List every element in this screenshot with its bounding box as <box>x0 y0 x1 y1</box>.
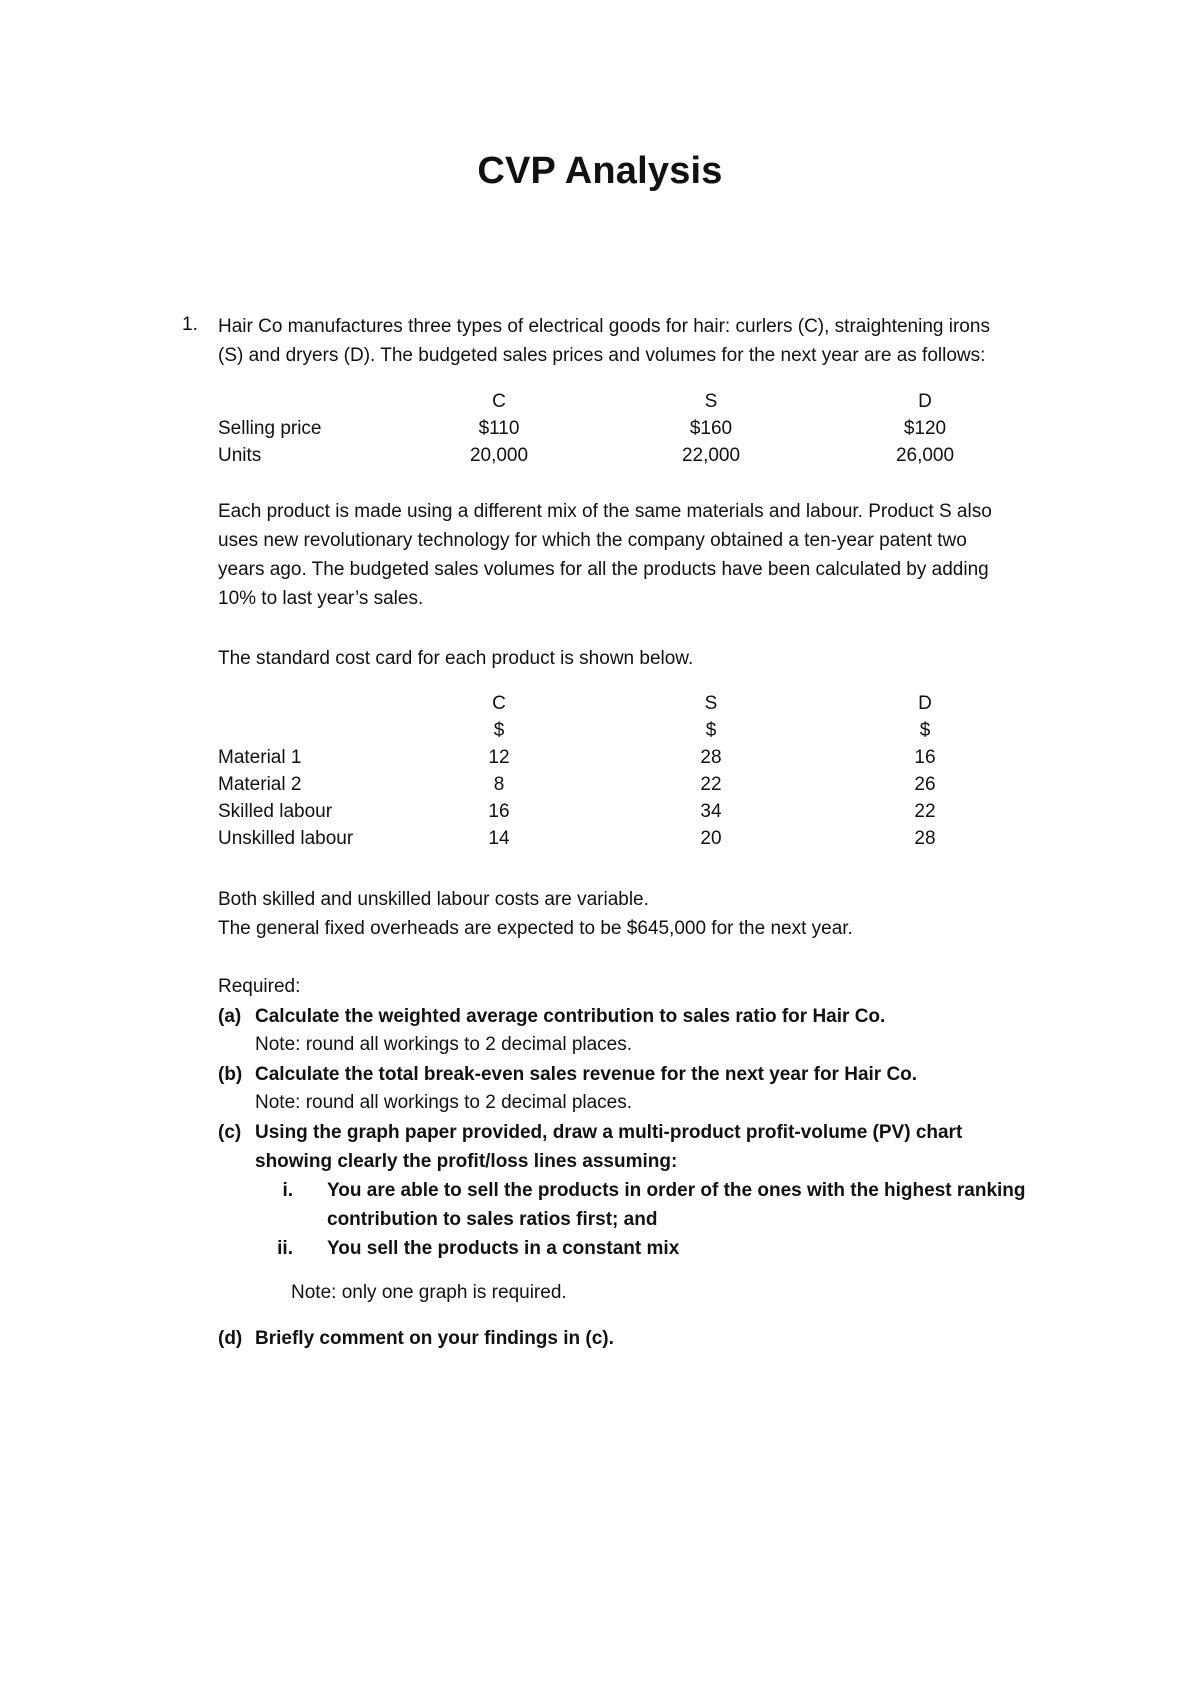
part-mark: (a) <box>218 1006 242 1027</box>
table-cell: 20,000 <box>469 445 529 466</box>
part-mark: (c) <box>218 1122 242 1143</box>
row-label: Units <box>218 445 262 466</box>
labour-note: Both skilled and unskilled labour costs are variable. <box>218 889 649 910</box>
sales-table <box>218 388 1048 469</box>
sub-item-mark: i. <box>282 1180 293 1201</box>
intro-line: (S) and dryers (D). The budgeted sales prices and volumes for the next year are as follows: <box>218 345 986 366</box>
table-cell: 16 <box>488 801 510 822</box>
column-unit: $ <box>919 720 931 741</box>
table-row <box>218 771 1048 798</box>
required-label: Required: <box>218 976 301 997</box>
column-header: C <box>492 693 506 714</box>
table-header-row <box>218 388 1048 415</box>
column-header: S <box>704 391 718 412</box>
part-text: Calculate the total break-even sales revenue for the next year for Hair Co. <box>255 1064 918 1085</box>
table-cell: 8 <box>493 774 505 795</box>
table-header-row <box>218 690 1048 717</box>
column-unit: $ <box>705 720 717 741</box>
part-b-note: Note: round all workings to 2 decimal places. <box>255 1092 633 1113</box>
table-cell: $160 <box>689 418 733 439</box>
row-label: Unskilled labour <box>218 828 354 849</box>
table-row <box>218 798 1048 825</box>
table-row <box>218 825 1048 852</box>
table-cell: 28 <box>914 828 936 849</box>
table-cell: 28 <box>700 747 722 768</box>
page-title: CVP Analysis <box>477 150 723 192</box>
table-row <box>218 415 1048 442</box>
column-header: C <box>492 391 506 412</box>
intro-line: Hair Co manufactures three types of electrical goods for hair: curlers (C), straightening irons <box>218 316 990 337</box>
row-label: Material 1 <box>218 747 302 768</box>
part-text: Briefly comment on your findings in (c). <box>255 1328 614 1349</box>
paragraph-line: 10% to last year’s sales. <box>218 588 424 609</box>
column-unit: $ <box>493 720 505 741</box>
part-c-note: Note: only one graph is required. <box>291 1282 567 1303</box>
part-mark: (b) <box>218 1064 243 1085</box>
cost-card-intro: The standard cost card for each product is shown below. <box>218 648 694 669</box>
table-row <box>218 744 1048 771</box>
table-cell: 16 <box>914 747 936 768</box>
table-cell: 20 <box>700 828 722 849</box>
overheads-note: The general fixed overheads are expected to be $645,000 for the next year. <box>218 918 853 939</box>
table-cell: 26 <box>914 774 936 795</box>
part-b <box>218 1060 917 1089</box>
row-label: Skilled labour <box>218 801 333 822</box>
table-cell: 22,000 <box>681 445 741 466</box>
sub-item-i-line2: contribution to sales ratios first; and <box>327 1209 658 1230</box>
part-c-line2: showing clearly the profit/loss lines assuming: <box>255 1151 678 1172</box>
cost-card-table <box>218 690 1048 852</box>
table-cell: 12 <box>488 747 510 768</box>
table-cell: $120 <box>903 418 947 439</box>
table-cell: 22 <box>914 801 936 822</box>
question-intro <box>218 312 1048 370</box>
column-header: S <box>704 693 718 714</box>
row-label: Selling price <box>218 418 322 439</box>
row-label: Material 2 <box>218 774 302 795</box>
part-text: Using the graph paper provided, draw a multi-product profit-volume (PV) chart <box>255 1122 963 1143</box>
table-cell: $110 <box>478 418 520 439</box>
column-header: D <box>918 391 932 412</box>
table-cell: 34 <box>700 801 722 822</box>
part-d <box>218 1324 614 1353</box>
table-unit-row <box>218 717 1048 744</box>
table-row <box>218 442 1048 469</box>
part-a <box>218 1002 885 1031</box>
table-cell: 26,000 <box>895 445 955 466</box>
sub-item-ii-line1: You sell the products in a constant mix <box>327 1238 680 1259</box>
paragraph-line: Each product is made using a different mix of the same materials and labour. Product S also <box>218 501 992 522</box>
part-text: Calculate the weighted average contribution to sales ratio for Hair Co. <box>255 1006 886 1027</box>
table-cell: 14 <box>488 828 510 849</box>
part-mark: (d) <box>218 1328 243 1349</box>
sub-item-i-line1: You are able to sell the products in order of the ones with the highest ranking <box>327 1180 1026 1201</box>
table-cell: 22 <box>700 774 722 795</box>
sub-item-mark: ii. <box>277 1238 293 1259</box>
paragraph-line: years ago. The budgeted sales volumes for all the products have been calculated by adding <box>218 559 989 580</box>
question-number: 1. <box>182 314 198 335</box>
part-a-note: Note: round all workings to 2 decimal places. <box>255 1034 633 1055</box>
part-c <box>218 1118 962 1147</box>
paragraph-line: uses new revolutionary technology for which the company obtained a ten-year patent two <box>218 530 967 551</box>
description-paragraph <box>218 497 1048 613</box>
column-header: D <box>918 693 932 714</box>
